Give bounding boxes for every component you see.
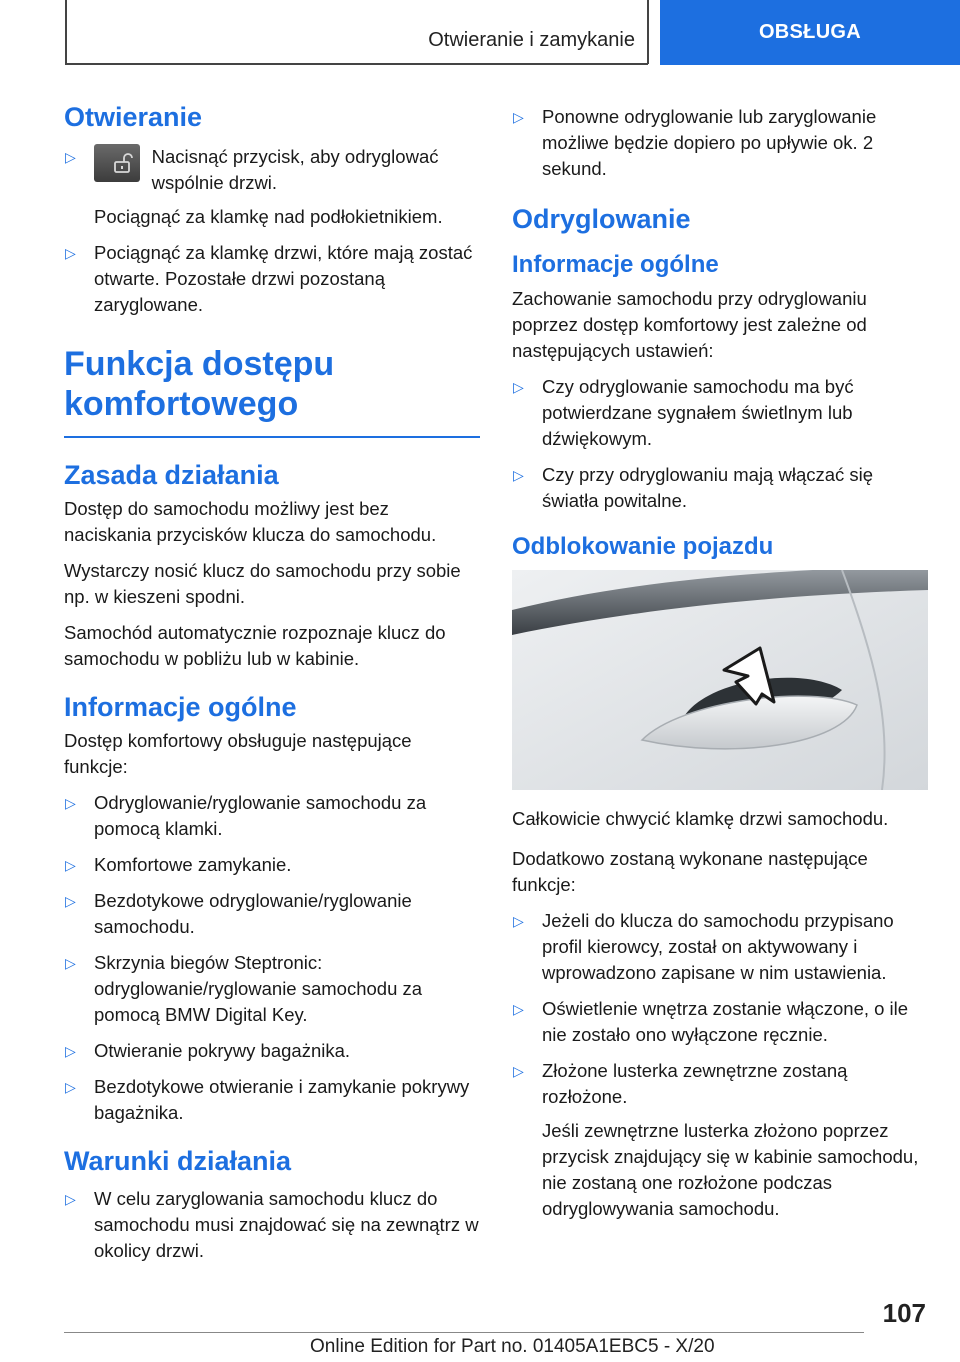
heading-odblokowanie: Odblokowanie pojazdu [512, 533, 774, 560]
list-item [64, 852, 480, 878]
bullet-triangle-icon: ▷ [513, 1063, 524, 1079]
header-rule-bottom [65, 63, 648, 65]
list-item [64, 144, 480, 230]
list-item [64, 1186, 480, 1264]
bullet-triangle-icon: ▷ [65, 149, 76, 165]
paragraph: Wystarczy nosić klucz do samochodu przy sobie np. w kieszeni spodni. [64, 560, 461, 607]
bullet-triangle-icon: ▷ [65, 245, 76, 261]
list-item [512, 908, 928, 986]
paragraph: Samochód automatycznie rozpoznaje klucz do samochodu w pobliżu lub w kabinie. [64, 622, 446, 669]
list-item [64, 950, 480, 1028]
info-list [64, 790, 480, 1126]
item-text: Czy przy odryglowaniu mają włączać się światła powitalne. [542, 464, 874, 511]
list-item [512, 1058, 928, 1222]
item-text: Nacisnąć przycisk, aby odryglować wspólnie drzwi. [151, 146, 439, 193]
otwieranie-list [64, 144, 480, 318]
bullet-triangle-icon: ▷ [65, 955, 76, 971]
item-text: W celu zaryglowania samochodu klucz do samochodu musi znajdować się na zewnątrz w okolicy drzwi. [94, 1188, 479, 1261]
paragraph: Dodatkowo zostaną wykonane następujące funkcje: [512, 848, 868, 895]
page-header [0, 0, 960, 66]
page-number: 107 [882, 1298, 926, 1328]
warunki-list [64, 1186, 480, 1264]
edition-note: Online Edition for Part no. 01405A1EBC5 - X/20 [310, 1336, 715, 1357]
bullet-triangle-icon: ▷ [65, 857, 76, 873]
paragraph: Dostęp do samochodu możliwy jest bez naciskania przycisków klucza do samochodu. [64, 498, 437, 545]
heading-informacje-ogolne-right: Informacje ogólne [512, 251, 719, 278]
list-item [64, 888, 480, 940]
header-rule-divider [647, 0, 649, 64]
bullet-triangle-icon: ▷ [65, 893, 76, 909]
bullet-triangle-icon: ▷ [513, 379, 524, 395]
heading-odryglowanie: Odryglowanie [512, 204, 691, 234]
item-text: Złożone lusterka zewnętrzne zostaną rozłożone. [542, 1060, 848, 1107]
bullet-triangle-icon: ▷ [513, 1001, 524, 1017]
item-continuation: Pociągnąć za klamkę nad podłokietnikiem. [94, 206, 443, 227]
heading-informacje-ogolne: Informacje ogólne [64, 692, 297, 722]
item-text: Pociągnąć za klamkę drzwi, które mają zostać otwarte. Pozostałe drzwi pozostaną zaryglowane. [94, 242, 473, 315]
section-tab[interactable]: OBSŁUGA [660, 0, 960, 65]
bullet-triangle-icon: ▷ [65, 1191, 76, 1207]
item-text: Jeżeli do klucza do samochodu przypisano profil kierowcy, został on aktywowany i wprowadzono zapisane w nim ustawienia. [542, 910, 894, 983]
item-text: Czy odryglowanie samochodu ma być potwierdzane sygnałem świetlnym lub dźwiękowym. [542, 376, 854, 449]
bullet-triangle-icon: ▷ [65, 1043, 76, 1059]
item-text: Bezdotykowe otwieranie i zamykanie pokrywy bagażnika. [94, 1076, 470, 1123]
heading-warunki: Warunki działania [64, 1146, 292, 1176]
list-item [64, 1038, 480, 1064]
bullet-triangle-icon: ▷ [65, 795, 76, 811]
unlock-button-icon [94, 144, 140, 182]
right-column [512, 104, 928, 1232]
heading-funkcja-dostepu: Funkcja dostępu komfortowego [64, 344, 480, 438]
paragraph: Dostęp komfortowy obsługuje następujące funkcje: [64, 730, 412, 777]
left-column [64, 98, 480, 1274]
item-text: Odryglowanie/ryglowanie samochodu za pomocą klamki. [94, 792, 427, 839]
settings-list [512, 374, 928, 514]
paragraph: Całkowicie chwycić klamkę drzwi samochodu. [512, 808, 889, 829]
list-item [64, 1074, 480, 1126]
door-handle-photo [512, 570, 928, 790]
list-item [512, 374, 928, 452]
chapter-title: Otwieranie i zamykanie [428, 29, 635, 51]
bullet-triangle-icon: ▷ [513, 467, 524, 483]
item-text: Oświetlenie wnętrza zostanie włączone, o ile nie zostało ono wyłączone ręcznie. [542, 998, 909, 1045]
list-item [64, 240, 480, 318]
list-item [64, 790, 480, 842]
item-text: Otwieranie pokrywy bagażnika. [94, 1040, 351, 1061]
list-item [512, 462, 928, 514]
bullet-triangle-icon: ▷ [513, 109, 524, 125]
heading-zasada: Zasada działania [64, 460, 279, 490]
bullet-triangle-icon: ▷ [65, 1079, 76, 1095]
paragraph: Zachowanie samochodu przy odryglowaniu poprzez dostęp komfortowy jest zależne od następujących ustawień: [512, 288, 867, 361]
top-list [512, 104, 928, 182]
additional-functions-list [512, 908, 928, 1222]
item-text: Skrzynia biegów Steptronic: odryglowanie/ryglowanie samochodu za pomocą BMW Digital Key. [94, 952, 423, 1025]
list-item [512, 996, 928, 1048]
footer-rule [64, 1332, 864, 1333]
item-text: Ponowne odryglowanie lub zaryglowanie możliwe będzie dopiero po upływie ok. 2 sekund. [542, 106, 877, 179]
item-continuation: Jeśli zewnętrzne lusterka złożono poprzez przycisk znajdujący się w kabinie samochodu, nie zostaną one rozłożone podczas odryglowywania samochodu. [542, 1120, 919, 1219]
bullet-triangle-icon: ▷ [513, 913, 524, 929]
item-text: Bezdotykowe odryglowanie/ryglowanie samochodu. [94, 890, 412, 937]
heading-otwieranie: Otwieranie [64, 102, 203, 132]
header-rule-left [65, 0, 67, 64]
list-item [512, 104, 928, 182]
item-text: Komfortowe zamykanie. [94, 854, 292, 875]
